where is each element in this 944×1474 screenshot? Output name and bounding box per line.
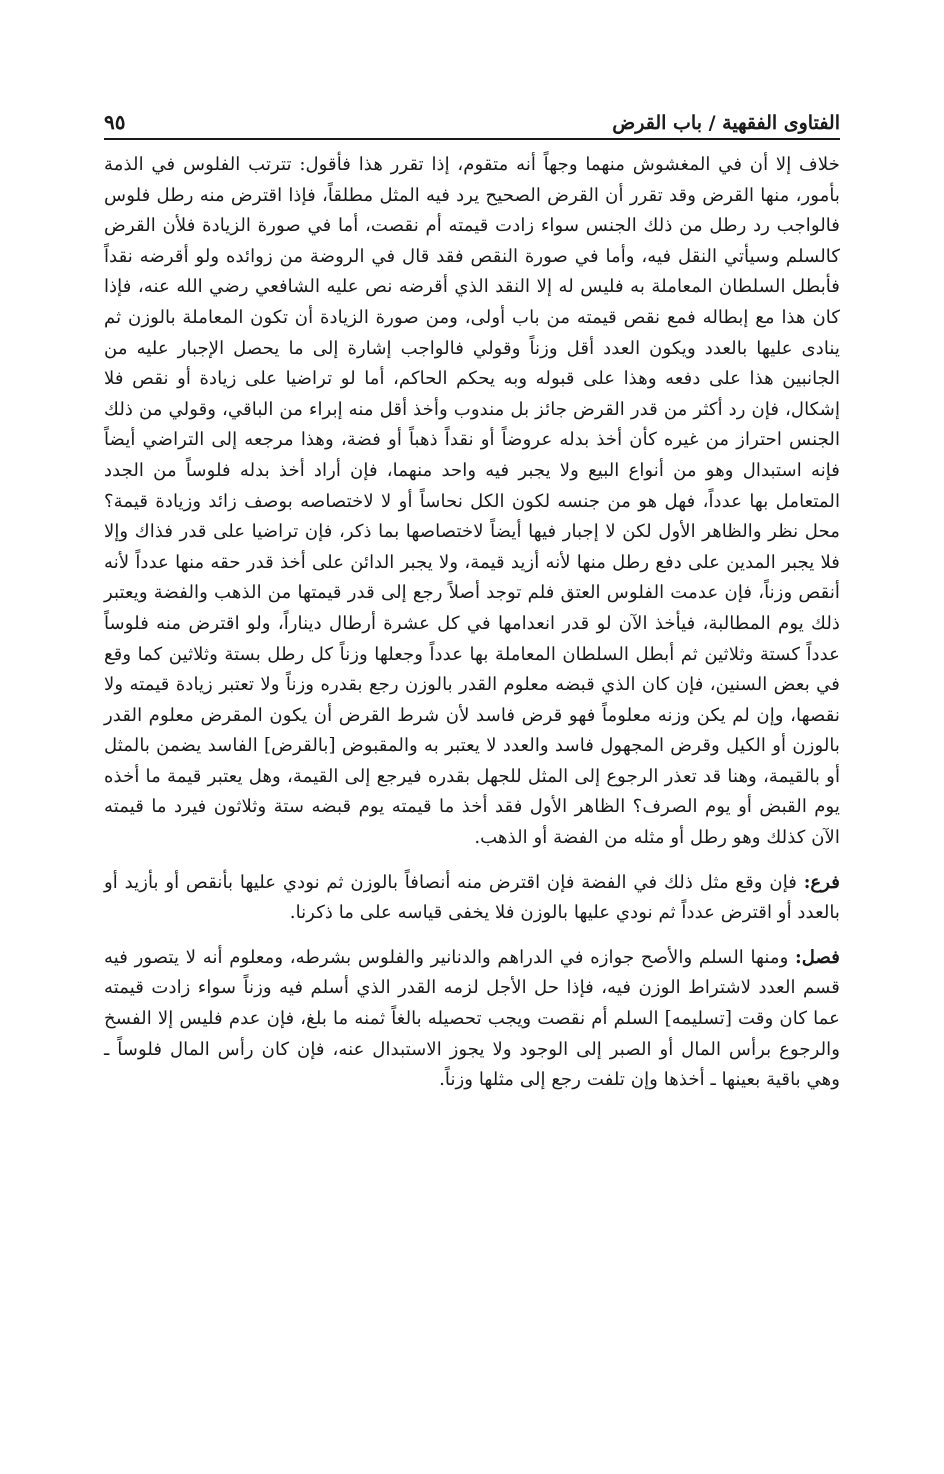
paragraph-main-text: خلاف إلا أن في المغشوش منهما وجهاً أنه متقوم، إذا تقرر هذا فأقول: تترتب الفلوس في الذمة بأمور، منها القرض وقد تقرر أن القرض الصحيح يرد فيه المثل مطلقاً، فإذا اقترض منه رطل فلوس فالواجب رد رطل من ذلك الجنس سواء زادت قيمته أم نقصت، أما في صورة الزيادة فلأن القرض كالسلم وسيأتي النقل فيه، وأما في صورة النقص فقد قال في الروضة من زوائده ولو أقرضه نقداً فأبطل السلطان المعاملة به فليس له إلا النقد الذي أقرضه نص عليه الشافعي رضي الله عنه، فإذا كان هذا مع إبطاله فمع نقص قيمته من باب أولى، ومن صورة الزيادة أن تكون المعاملة بالوزن ثم ينادى عليها بالعدد ويكون العدد أقل وزناً وقولي فالواجب إشارة إلى ما يحصل الإجبار عليه من الجانبين هذا على دفعه وهذا على قبوله وبه يحكم الحاكم، أما لو تراضيا على زيادة أو نقص فلا إشكال، فإن رد أكثر من قدر القرض جائز بل مندوب وأخذ أقل منه إبراء من الباقي، وقولي من ذلك الجنس احتراز من غيره كأن أخذ بدله عروضاً أو نقداً ذهباً أو فضة، وهذا مرجعه إلى التراضي أيضاً فإنه استبدال وهو من أنواع البيع ولا يجبر فيه واحد منهما، فإن أراد أخذ بدله فلوساً من الجدد المتعامل بها عدداً، فهل هو من جنسه لكون الكل نحاساً أو لا لاختصاصه بوصف زائد وزيادة قيمة؟ محل نظر والظاهر الأول لكن لا إجبار فيها أيضاً لاختصاصها بما ذكر، فإن تراضيا على قدر فذاك وإلا فلا يجبر المدين على دفع رطل منها لأنه أزيد قيمة، ولا يجبر الدائن على أخذ قدر حقه منها عدداً لأنه أنقص وزناً، فإن عدمت الفلوس العتق فلم توجد أصلاً رجع إلى قدر قيمتها من الذهب والفضة ويعتبر ذلك يوم المطالبة، فيأخذ الآن لو قدر انعدامها في كل عشرة أرطال ديناراً، ولو اقترض منه فلوساً عدداً كستة وثلاثين ثم أبطل السلطان المعاملة بها عدداً وجعلها وزناً كل رطل بستة وثلاثين كما وقع في بعض السنين، فإن كان الذي قبضه معلوم القدر بالوزن رجع بقدره وزناً ولا تعتبر زيادة قيمته ولا نقصها، وإن لم يكن وزنه معلوماً فهو قرض فاسد لأن شرط القرض أن يكون المقرض معلوم القدر بالوزن أو الكيل وقرض المجهول فاسد والعدد لا يعتبر به والمقبوض [بالقرض] الفاسد يضمن بالمثل أو بالقيمة، وهنا قد تعذر الرجوع إلى المثل للجهل بقدره فيرجع إلى القيمة، وهل يعتبر قيمة ما أخذه يوم القبض أو يوم الصرف؟ الظاهر الأول فقد أخذ ما قيمته يوم قبضه ستة وثلاثون فيرد ما قيمته الآن كذلك وهو رطل أو مثله من الفضة أو الذهب. (104, 154, 840, 849)
paragraph-far-lead: فرع: (803, 871, 840, 893)
page-number: ٩٥ (104, 110, 126, 134)
paragraph-far (104, 868, 840, 929)
paragraph-fasl-lead: فصل: (795, 946, 840, 968)
header-title: الفتاوى الفقهية / باب القرض (612, 112, 840, 134)
paragraph-main (104, 150, 840, 854)
paragraph-far-text: فإن وقع مثل ذلك في الفضة فإن اقترض منه أنصافاً بالوزن ثم نودي عليها بأنقص أو بأزيد أو بالعدد أو اقترض عدداً ثم نودي عليها بالوزن فلا يخفى قياسه على ما ذكرنا. (104, 871, 840, 924)
body-text (104, 150, 840, 1096)
paragraph-fasl (104, 943, 840, 1096)
paragraph-fasl-text: ومنها السلم والأصح جوازه في الدراهم والدنانير والفلوس بشرطه، ومعلوم أنه لا يتصور فيه قسم العدد لاشتراط الوزن فيه، فإذا حل الأجل لزمه القدر الذي أسلم فيه وزناً سواء زادت قيمته عما كان وقت [تسليمه] السلم أم نقصت ويجب تحصيله بالغاً ثمنه ما بلغ، فإن عدم فليس إلا الفسخ والرجوع برأس المال أو الصبر إلى الوجود ولا يجوز الاستبدال عنه، فإن كان رأس المال فلوساً ـ وهي باقية بعينها ـ أخذها وإن تلفت رجع إلى مثلها وزناً. (104, 946, 840, 1091)
running-header (104, 96, 840, 140)
